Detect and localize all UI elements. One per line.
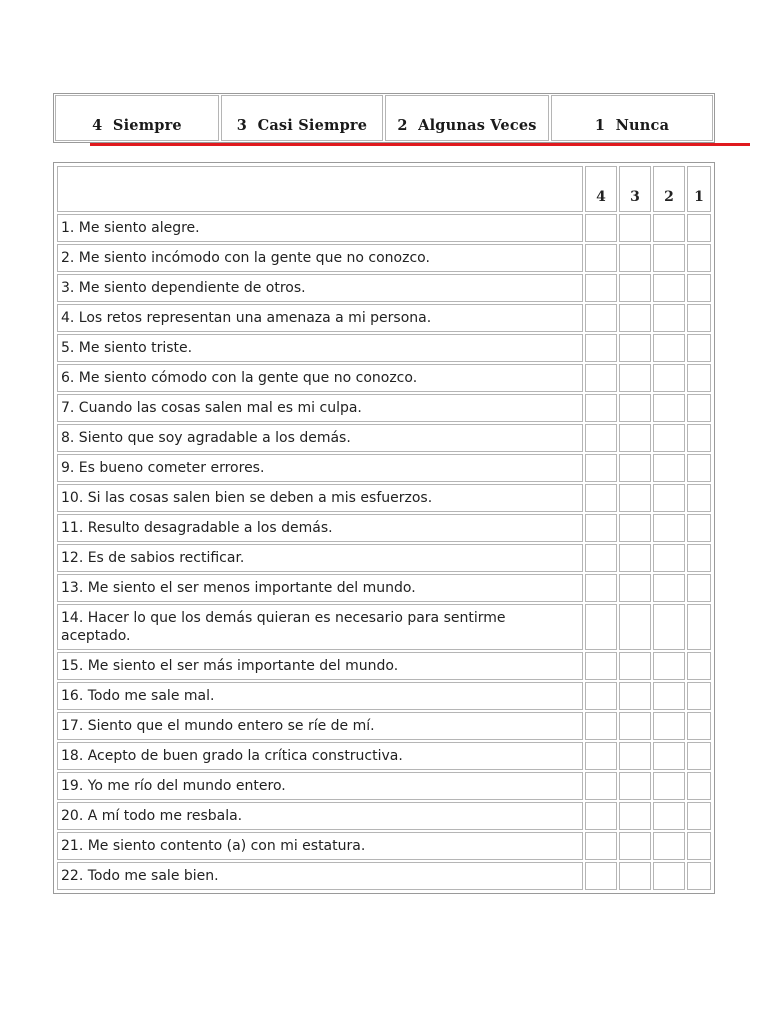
question-text: 17. Siento que el mundo entero se ríe de mí. xyxy=(57,712,583,740)
answer-box-2[interactable] xyxy=(653,574,685,602)
header-blank-cell xyxy=(57,166,583,212)
answer-box-3[interactable] xyxy=(619,652,651,680)
answer-box-1[interactable] xyxy=(687,742,711,770)
answer-box-2[interactable] xyxy=(653,712,685,740)
table-row xyxy=(57,454,711,482)
answer-box-3[interactable] xyxy=(619,334,651,362)
answer-box-3[interactable] xyxy=(619,424,651,452)
answer-box-3[interactable] xyxy=(619,802,651,830)
answer-box-1[interactable] xyxy=(687,652,711,680)
answer-box-2[interactable] xyxy=(653,682,685,710)
answer-box-1[interactable] xyxy=(687,394,711,422)
answer-box-1[interactable] xyxy=(687,244,711,272)
answer-box-1[interactable] xyxy=(687,454,711,482)
answer-box-2[interactable] xyxy=(653,334,685,362)
table-row xyxy=(57,802,711,830)
table-row xyxy=(57,604,711,650)
answer-box-3[interactable] xyxy=(619,712,651,740)
answer-box-4[interactable] xyxy=(585,544,617,572)
answer-box-3[interactable] xyxy=(619,304,651,332)
question-text: 14. Hacer lo que los demás quieran es necesario para sentirme aceptado. xyxy=(57,604,583,650)
answer-box-4[interactable] xyxy=(585,862,617,890)
answer-box-4[interactable] xyxy=(585,244,617,272)
table-row xyxy=(57,772,711,800)
table-row xyxy=(57,742,711,770)
question-text: 8. Siento que soy agradable a los demás. xyxy=(57,424,583,452)
question-text: 4. Los retos representan una amenaza a mi persona. xyxy=(57,304,583,332)
legend-table xyxy=(53,93,715,143)
answer-box-1[interactable] xyxy=(687,424,711,452)
answer-box-2[interactable] xyxy=(653,274,685,302)
question-text: 22. Todo me sale bien. xyxy=(57,862,583,890)
answer-box-4[interactable] xyxy=(585,742,617,770)
answer-box-1[interactable] xyxy=(687,274,711,302)
answer-box-1[interactable] xyxy=(687,484,711,512)
question-text: 20. A mí todo me resbala. xyxy=(57,802,583,830)
question-text: 13. Me siento el ser menos importante del mundo. xyxy=(57,574,583,602)
legend-algunas-veces: 2 Algunas Veces xyxy=(385,95,549,141)
answer-box-3[interactable] xyxy=(619,544,651,572)
answer-box-3[interactable] xyxy=(619,514,651,542)
answer-box-1[interactable] xyxy=(687,604,711,650)
question-text: 11. Resulto desagradable a los demás. xyxy=(57,514,583,542)
answer-box-1[interactable] xyxy=(687,574,711,602)
answer-box-2[interactable] xyxy=(653,214,685,242)
scale-header-2: 2 xyxy=(653,166,685,212)
answer-box-3[interactable] xyxy=(619,604,651,650)
answer-box-4[interactable] xyxy=(585,802,617,830)
table-row xyxy=(57,652,711,680)
answer-box-3[interactable] xyxy=(619,214,651,242)
question-text: 12. Es de sabios rectificar. xyxy=(57,544,583,572)
answer-box-4[interactable] xyxy=(585,274,617,302)
answer-box-1[interactable] xyxy=(687,214,711,242)
table-row xyxy=(57,244,711,272)
table-row xyxy=(57,544,711,572)
answer-box-2[interactable] xyxy=(653,832,685,860)
answer-box-2[interactable] xyxy=(653,484,685,512)
answer-box-2[interactable] xyxy=(653,772,685,800)
question-text: 18. Acepto de buen grado la crítica constructiva. xyxy=(57,742,583,770)
answer-box-2[interactable] xyxy=(653,862,685,890)
table-row xyxy=(57,514,711,542)
question-text: 5. Me siento triste. xyxy=(57,334,583,362)
question-text: 7. Cuando las cosas salen mal es mi culpa. xyxy=(57,394,583,422)
legend-nunca: 1 Nunca xyxy=(551,95,713,141)
table-row xyxy=(57,832,711,860)
answer-box-3[interactable] xyxy=(619,364,651,392)
answer-box-4[interactable] xyxy=(585,652,617,680)
answer-box-1[interactable] xyxy=(687,544,711,572)
question-text: 21. Me siento contento (a) con mi estatura. xyxy=(57,832,583,860)
answer-box-4[interactable] xyxy=(585,484,617,512)
answer-box-3[interactable] xyxy=(619,454,651,482)
table-row xyxy=(57,712,711,740)
answer-box-2[interactable] xyxy=(653,652,685,680)
table-row xyxy=(57,484,711,512)
answer-box-3[interactable] xyxy=(619,682,651,710)
answer-box-4[interactable] xyxy=(585,394,617,422)
answer-box-2[interactable] xyxy=(653,742,685,770)
answer-box-1[interactable] xyxy=(687,514,711,542)
answer-box-2[interactable] xyxy=(653,604,685,650)
answer-box-2[interactable] xyxy=(653,802,685,830)
answer-box-2[interactable] xyxy=(653,424,685,452)
answer-box-2[interactable] xyxy=(653,514,685,542)
answer-box-2[interactable] xyxy=(653,544,685,572)
red-divider-line xyxy=(90,143,750,146)
table-row xyxy=(57,862,711,890)
answer-box-4[interactable] xyxy=(585,772,617,800)
question-text: 3. Me siento dependiente de otros. xyxy=(57,274,583,302)
answer-box-3[interactable] xyxy=(619,862,651,890)
question-text: 1. Me siento alegre. xyxy=(57,214,583,242)
scale-header-3: 3 xyxy=(619,166,651,212)
answer-box-2[interactable] xyxy=(653,244,685,272)
table-row xyxy=(57,304,711,332)
answer-box-1[interactable] xyxy=(687,712,711,740)
answer-box-1[interactable] xyxy=(687,364,711,392)
answer-box-1[interactable] xyxy=(687,772,711,800)
legend-siempre: 4 Siempre xyxy=(55,95,219,141)
answer-box-4[interactable] xyxy=(585,682,617,710)
question-text: 15. Me siento el ser más importante del mundo. xyxy=(57,652,583,680)
answer-box-1[interactable] xyxy=(687,304,711,332)
table-row xyxy=(57,274,711,302)
table-row xyxy=(57,394,711,422)
answer-box-3[interactable] xyxy=(619,742,651,770)
answer-box-1[interactable] xyxy=(687,862,711,890)
question-text: 2. Me siento incómodo con la gente que no conozco. xyxy=(57,244,583,272)
answer-box-1[interactable] xyxy=(687,802,711,830)
answer-box-2[interactable] xyxy=(653,394,685,422)
answer-box-1[interactable] xyxy=(687,334,711,362)
scale-header-1: 1 xyxy=(687,166,711,212)
answer-box-4[interactable] xyxy=(585,334,617,362)
legend-casi-siempre: 3 Casi Siempre xyxy=(221,95,383,141)
question-text: 9. Es bueno cometer errores. xyxy=(57,454,583,482)
answer-box-2[interactable] xyxy=(653,454,685,482)
question-text: 10. Si las cosas salen bien se deben a mis esfuerzos. xyxy=(57,484,583,512)
answer-box-4[interactable] xyxy=(585,574,617,602)
answer-box-2[interactable] xyxy=(653,364,685,392)
scale-header-4: 4 xyxy=(585,166,617,212)
question-text: 16. Todo me sale mal. xyxy=(57,682,583,710)
answer-box-3[interactable] xyxy=(619,244,651,272)
answer-box-4[interactable] xyxy=(585,214,617,242)
question-text: 6. Me siento cómodo con la gente que no conozco. xyxy=(57,364,583,392)
table-row xyxy=(57,334,711,362)
questionnaire-table xyxy=(53,162,715,894)
answer-box-3[interactable] xyxy=(619,394,651,422)
answer-box-1[interactable] xyxy=(687,682,711,710)
answer-box-4[interactable] xyxy=(585,712,617,740)
answer-box-4[interactable] xyxy=(585,454,617,482)
answer-box-4[interactable] xyxy=(585,832,617,860)
table-row xyxy=(57,364,711,392)
answer-box-4[interactable] xyxy=(585,424,617,452)
answer-box-4[interactable] xyxy=(585,604,617,650)
question-text: 19. Yo me río del mundo entero. xyxy=(57,772,583,800)
answer-box-3[interactable] xyxy=(619,484,651,512)
answer-box-3[interactable] xyxy=(619,832,651,860)
table-row xyxy=(57,424,711,452)
header-row xyxy=(57,166,711,212)
answer-box-3[interactable] xyxy=(619,274,651,302)
answer-box-4[interactable] xyxy=(585,514,617,542)
answer-box-3[interactable] xyxy=(619,772,651,800)
answer-box-4[interactable] xyxy=(585,364,617,392)
answer-box-2[interactable] xyxy=(653,304,685,332)
answer-box-4[interactable] xyxy=(585,304,617,332)
answer-box-1[interactable] xyxy=(687,832,711,860)
table-row xyxy=(57,574,711,602)
answer-box-3[interactable] xyxy=(619,574,651,602)
table-row xyxy=(57,682,711,710)
table-row xyxy=(57,214,711,242)
